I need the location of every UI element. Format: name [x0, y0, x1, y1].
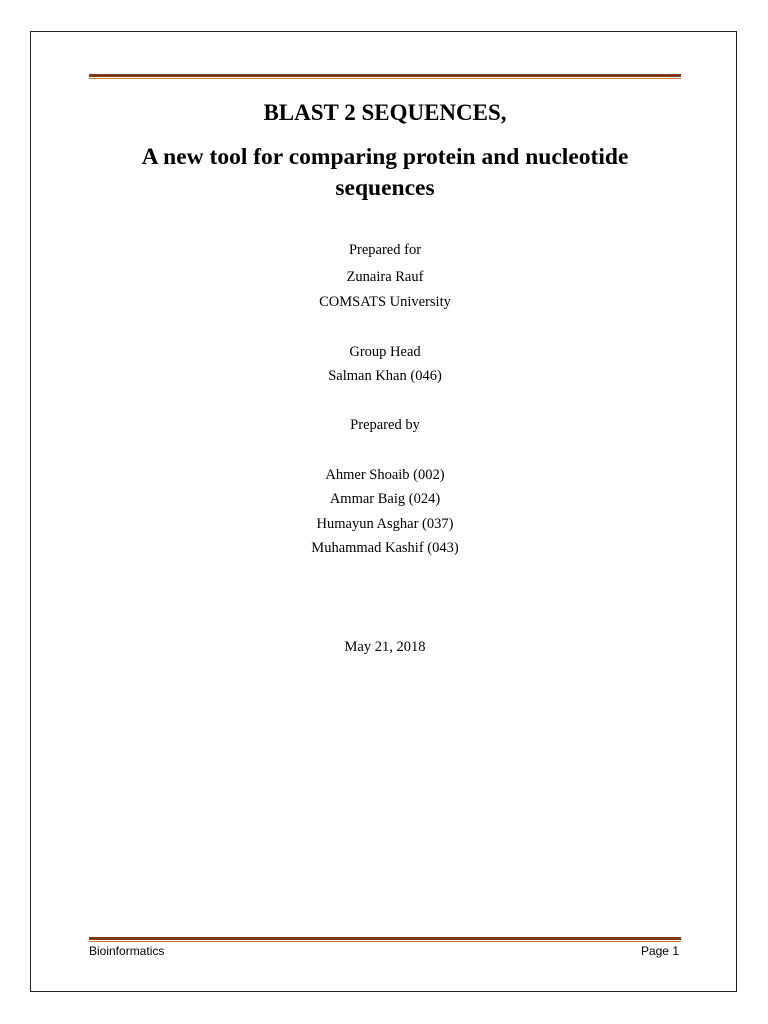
- prepared-for-label: Prepared for: [348, 242, 422, 258]
- subtitle-line-2: sequences: [335, 175, 435, 201]
- author-4: Muhammad Kashif (043): [311, 540, 459, 556]
- prepared-for-org: COMSATS University: [319, 294, 451, 310]
- footer-rule-thin: [89, 941, 681, 942]
- prepared-for-name: Zunaira Rauf: [346, 269, 424, 285]
- document-title: BLAST 2 SEQUENCES,: [263, 100, 507, 125]
- author-3: Humayun Asghar (037): [316, 516, 454, 532]
- group-head-name: Salman Khan (046): [328, 368, 442, 384]
- author-1: Ahmer Shoaib (002): [325, 467, 445, 483]
- prepared-by-label: Prepared by: [350, 417, 420, 433]
- footer-left-text: Bioinformatics: [89, 944, 165, 958]
- document-subtitle: [89, 142, 681, 204]
- header-rule: [89, 74, 681, 80]
- document-date: May 21, 2018: [344, 639, 426, 655]
- header-rule-thin: [89, 78, 681, 79]
- author-2: Ammar Baig (024): [329, 491, 441, 507]
- document-page: [30, 31, 737, 992]
- group-head-label: Group Head: [349, 344, 421, 360]
- footer-page-number: Page 1: [640, 944, 679, 958]
- subtitle-line-1: A new tool for comparing protein and nucleotide: [141, 144, 629, 170]
- footer-rule-thick: [89, 937, 681, 940]
- header-rule-thick: [89, 74, 681, 77]
- footer-rule: [89, 937, 681, 943]
